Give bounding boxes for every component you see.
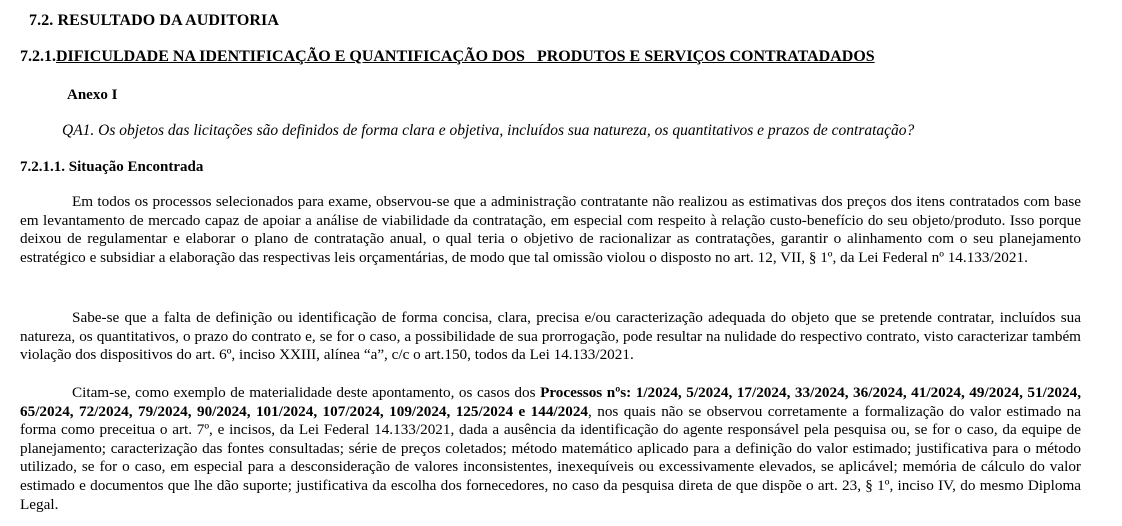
paragraph-process-intro: Citam-se, como exemplo de materialidade deste apontamento, os casos dos (72, 384, 541, 401)
subsection-heading (20, 48, 875, 66)
annex-label: Anexo I (67, 87, 118, 103)
paragraph-process-details: , nos quais não se observou corretamente a formalização do valor estimado na forma como preceitua o art. 7º, e incisos, da Lei Federal 14.133/2021, dada a ausência da identificação do agente responsável pela pesquisa ou, se for o caso, da equipe de planejamento; caracterização das fontes consultadas; série de preços coletados; método matemático aplicado para a definição do valor estimado; justificativa para o método utilizado, se for o caso, em especial para a desconsideração de valores inconsistentes, inexequíveis ou excessivamente elevados, se aplicável; memória de cálculo do valor estimado e documentos que lhe dão suporte; justificativa da escolha dos fornecedores, no caso da pesquisa direta de que dispõe o art. 23, § 1º, inciso IV, do mesmo Diploma Legal. (20, 402, 1081, 513)
paragraph-estimates: Em todos os processos selecionados para exame, observou-se que a administração contratante não realizou as estimativas dos preços dos itens contratados com base em levantamento de mercado capaz de apoiar a análise de viabilidade da contratação, em especial com respeito à relação custo-benefício do seu objeto/produto. Isso porque deixou de regulamentar e elaborar o plano de contratação anual, o qual teria o objetivo de racionalizar as contratações, garantir o alinhamento com o seu planejamento estratégico e subsidiar a elaboração das respectivas leis orçamentárias, de modo que tal omissão violou o disposto no art. 12, VII, § 1º, da Lei Federal nº 14.133/2021. (20, 193, 1081, 266)
situation-heading: 7.2.1.1. Situação Encontrada (20, 159, 204, 175)
process-list: Processos nºs: 1/2024, 5/2024, 17/2024, 33/2024, 36/2024, 41/2024, 49/2024, 51/2024, 65/2024, 72/2024, 79/2024, 90/2024, 101/2024, 107/2024, 109/2024, 125/2024 e 144/2024 (20, 384, 1081, 420)
audit-question: QA1. Os objetos das licitações são definidos de forma clara e objetiva, incluídos sua natureza, os quantitativos e prazos de contratação? (62, 122, 915, 139)
section-heading: 7.2. RESULTADO DA AUDITORIA (29, 12, 280, 29)
subsection-title: DIFICULDADE NA IDENTIFICAÇÃO E QUANTIFICAÇÃO DOS PRODUTOS E SERVIÇOS CONTRATADADOS (56, 48, 875, 65)
paragraph-object-definition: Sabe-se que a falta de definição ou identificação de forma concisa, clara, precisa e/ou caracterização adequada do objeto que se pretende contratar, incluídos sua natureza, os quantitativos, o prazo do contrato e, se for o caso, a possibilidade de sua prorrogação, pode resultar na nulidade do respectivo contrato, visto caracterizar também violação dos dispositivos do art. 6º, inciso XXIII, alínea “a”, c/c o art.150, todos da Lei 14.133/2021. (20, 309, 1081, 364)
subsection-number: 7.2.1. (20, 48, 56, 65)
paragraph-process-examples (20, 384, 1081, 514)
